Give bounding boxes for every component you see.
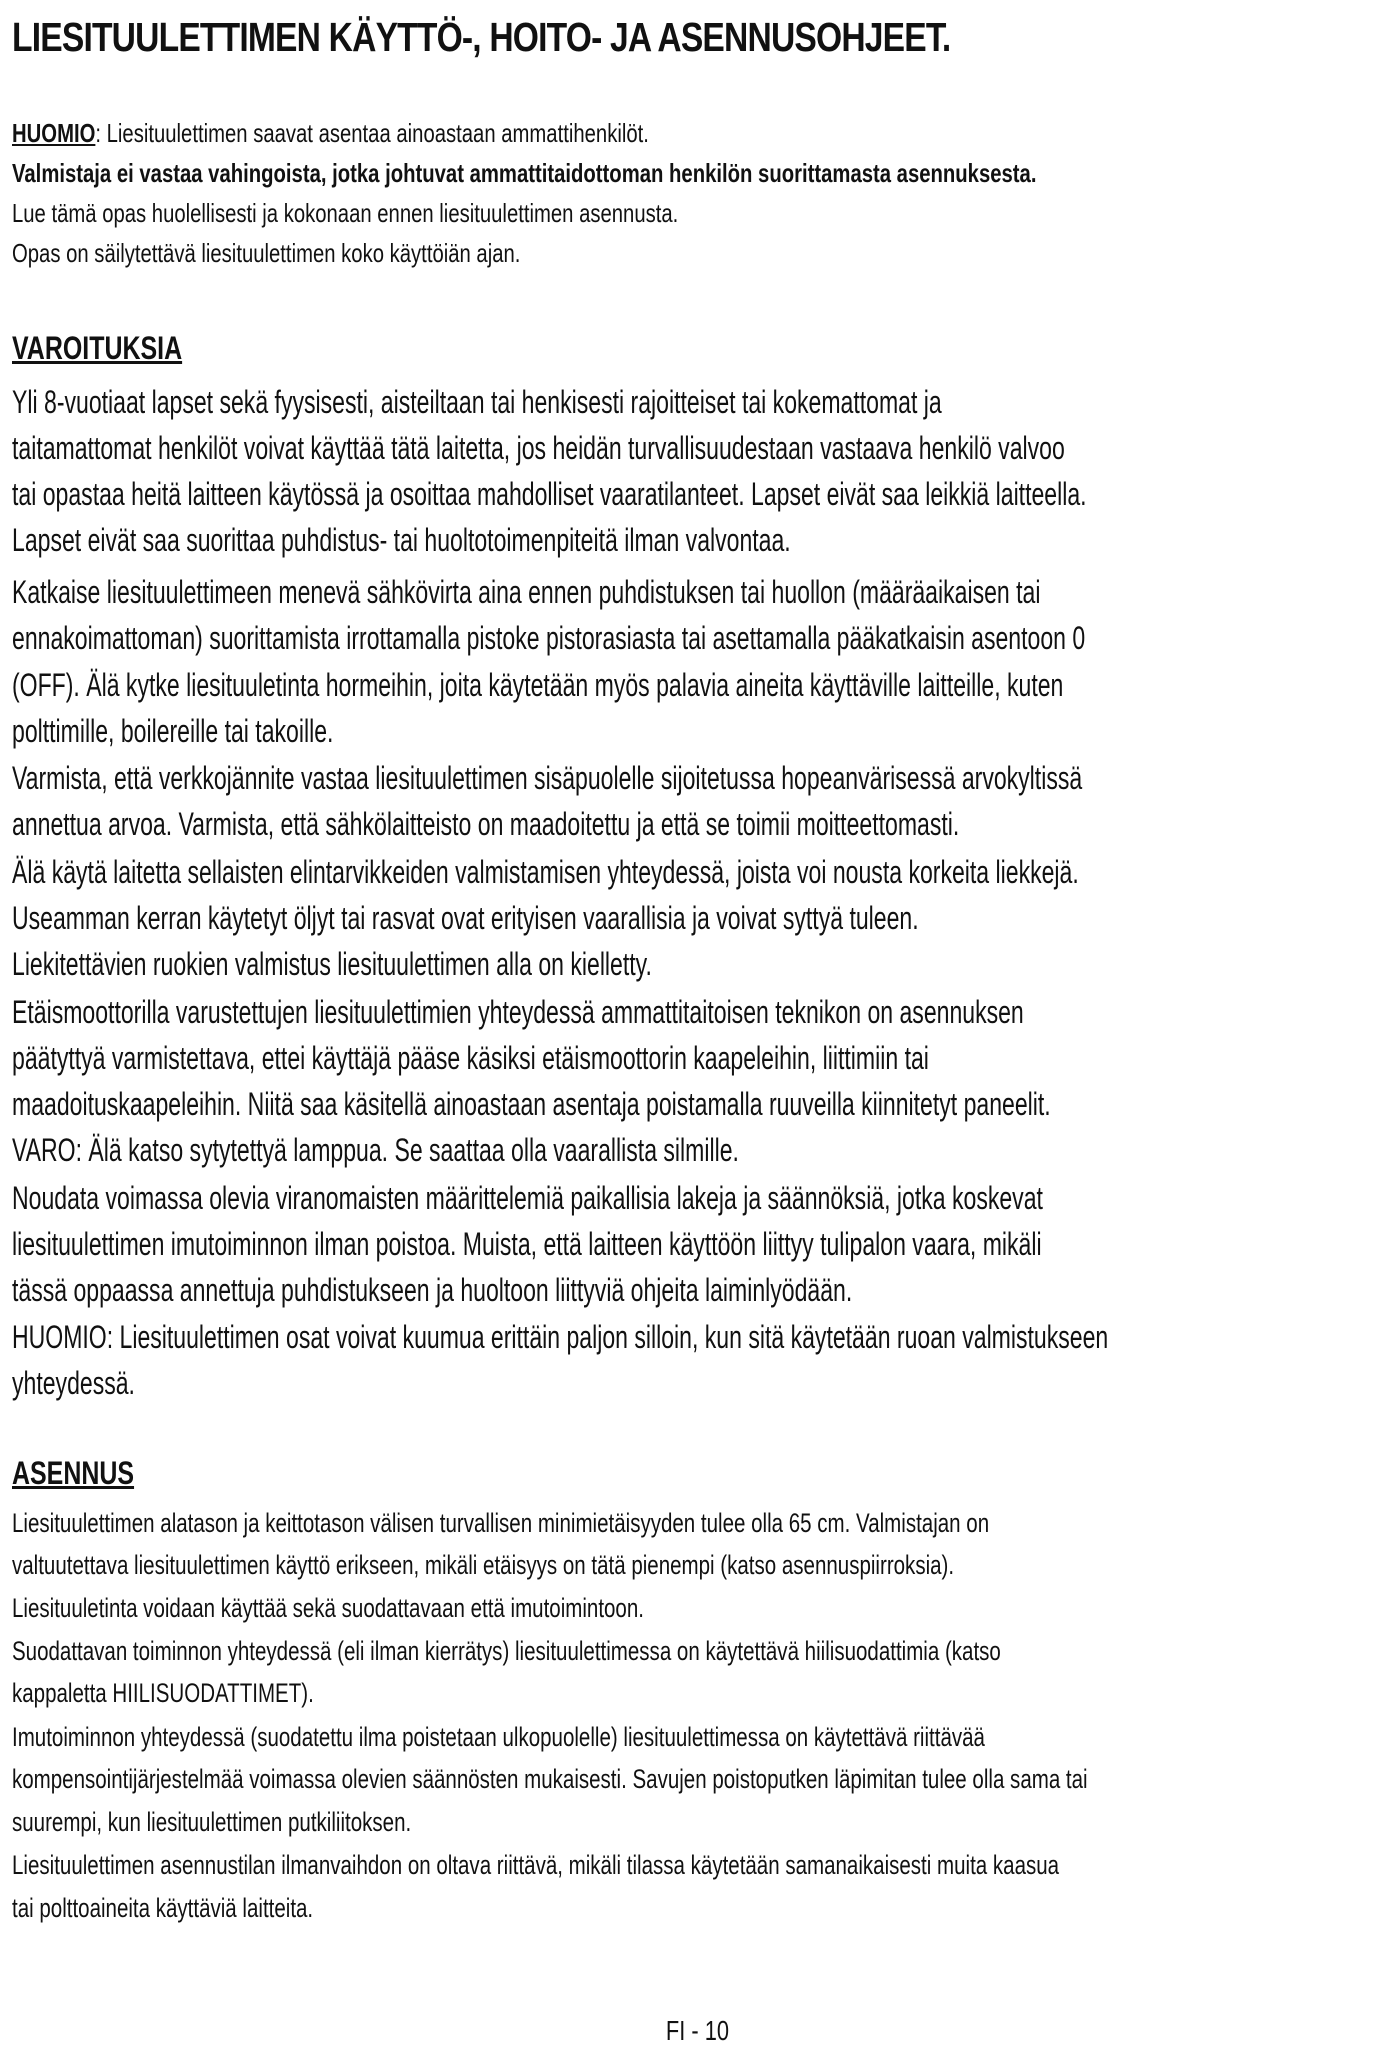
installation-line: suurempi, kun liesituulettimen putkiliitoksen. [12,1807,412,1837]
page-number: FI - 10 [665,2015,729,2046]
installation-heading: ASENNUS [12,1455,135,1491]
warnings-heading: VAROITUKSIA [12,330,183,366]
installation-line: kappaletta HIILISUODATTIMET). [12,1678,314,1708]
warnings-line: annettua arvoa. Varmista, että sähkölaitteisto on maadoitettu ja että se toimii moitteettomasti. [12,806,960,842]
warnings-line: Etäismoottorilla varustettujen liesituulettimien yhteydessä ammattitaitoisen teknikon on asennuksen [12,994,1024,1030]
page-title: LIESITUULETTIMEN KÄYTTÖ-, HOITO- JA ASENNUSOHJEET. [12,14,951,60]
page-footer [12,2015,1382,2047]
warnings-line: tai opastaa heitä laitteen käytössä ja osoittaa mahdolliset vaaratilanteet. Lapset eivät saa leikkiä laitteella. [12,476,1087,512]
installation-line: tai polttoaineita käyttäviä laitteita. [12,1893,314,1923]
installation-line: kompensointijärjestelmää voimassa olevien säännösten mukaisesti. Savujen poistoputken läpimitan tulee olla sama tai [12,1764,1088,1794]
warnings-line: Lapset eivät saa suorittaa puhdistus- tai huoltotoimenpiteitä ilman valvontaa. [12,522,791,558]
installation-line: Imutoiminnon yhteydessä (suodatettu ilma poistetaan ulkopuolelle) liesituulettimessa on käytettävä riittävää [12,1722,985,1752]
warnings-line: Katkaise liesituulettimeen menevä sähkövirta aina ennen puhdistuksen tai huollon (määräaikaisen tai [12,574,1041,610]
warnings-line: ennakoimattoman) suorittamista irrottamalla pistoke pistorasiasta tai asettamalla pääkatkaisin asentoon 0 [12,620,1086,656]
note-text: : Liesituulettimen saavat asentaa ainoastaan ammattihenkilöt. [95,118,649,148]
warnings-line: Varmista, että verkkojännite vastaa liesituulettimen sisäpuolelle sijoitetussa hopeanvärisessä arvokyltissä [12,760,1083,796]
installation-line: Liesituulettimen asennustilan ilmanvaihdon on oltava riittävä, mikäli tilassa käytetään samanaikaisesti muita kaasua [12,1850,1060,1880]
installation-line: valtuutettava liesituulettimen käyttö erikseen, mikäli etäisyys on tätä pienempi (katso asennuspiirroksia). [12,1550,955,1580]
warnings-line: maadoituskaapeleihin. Niitä saa käsitellä ainoastaan asentaja poistamalla ruuveilla kiinnitetyt paneelit. [12,1086,1051,1122]
warnings-line: yhteydessä. [12,1365,135,1401]
warnings-line: Älä käytä laitetta sellaisten elintarvikkeiden valmistamisen yhteydessä, joista voi nousta korkeita liekkejä. [12,854,1079,890]
warnings-line: Yli 8-vuotiaat lapset sekä fyysisesti, aisteiltaan tai henkisesti rajoitteiset tai kokemattomat ja [12,384,942,420]
intro-bold-line [12,158,1036,189]
warnings-line: (OFF). Älä kytke liesituuletinta hormeihin, joita käytetään myös palavia aineita käyttäville laitteille, kuten [12,667,1064,703]
warnings-line: polttimille, boilereille tai takoille. [12,713,334,749]
warnings-line: päätyttyä varmistettava, ettei käyttäjä pääse käsiksi etäismoottorin kaapeleihin, liittimiin tai [12,1040,929,1076]
warnings-line: HUOMIO: Liesituulettimen osat voivat kuumua erittäin paljon silloin, kun sitä käytetään ruoan valmistukseen [12,1319,1109,1355]
warnings-line: VARO: Älä katso sytytettyä lamppua. Se saattaa olla vaarallista silmille. [12,1132,739,1168]
warnings-line: tässä oppaassa annettuja puhdistukseen ja huoltoon liittyviä ohjeita laiminlyödään. [12,1272,853,1308]
warnings-line: liesituulettimen imutoiminnon ilman poistoa. Muista, että laitteen käyttöön liittyy tulipalon vaara, mikäli [12,1226,1042,1262]
warnings-line: Liekitettävien ruokien valmistus liesituulettimen alla on kielletty. [12,946,652,982]
installation-line: Liesituulettimen alatason ja keittotason välisen turvallisen minimietäisyyden tulee olla 65 cm. Valmistajan on [12,1508,990,1538]
installation-line: Liesituuletinta voidaan käyttää sekä suodattavaan että imutoimintoon. [12,1593,644,1623]
warnings-line: taitamattomat henkilöt voivat käyttää tätä laitetta, jos heidän turvallisuudestaan vastaava henkilö valvoo [12,430,1065,466]
installation-line: Suodattavan toiminnon yhteydessä (eli ilman kierrätys) liesituulettimessa on käytettävä hiilisuodattimia (katso [12,1636,1001,1666]
warnings-line: Noudata voimassa olevia viranomaisten määrittelemiä paikallisia lakeja ja säännöksiä, jotka koskevat [12,1180,1043,1216]
intro-line-3: Lue tämä opas huolellisesti ja kokonaan ennen liesituulettimen asennusta. [12,198,679,228]
intro-line-4: Opas on säilytettävä liesituulettimen koko käyttöiän ajan. [12,238,521,268]
note-label: HUOMIO [12,118,96,148]
warnings-line: Useamman kerran käytetyt öljyt tai rasvat ovat erityisen vaarallisia ja voivat syttyä tuleen. [12,900,919,936]
intro-note [12,118,649,149]
disclaimer-text: Valmistaja ei vastaa vahingoista, jotka johtuvat ammattitaidottoman henkilön suorittamasta asennuksesta. [12,158,1037,188]
